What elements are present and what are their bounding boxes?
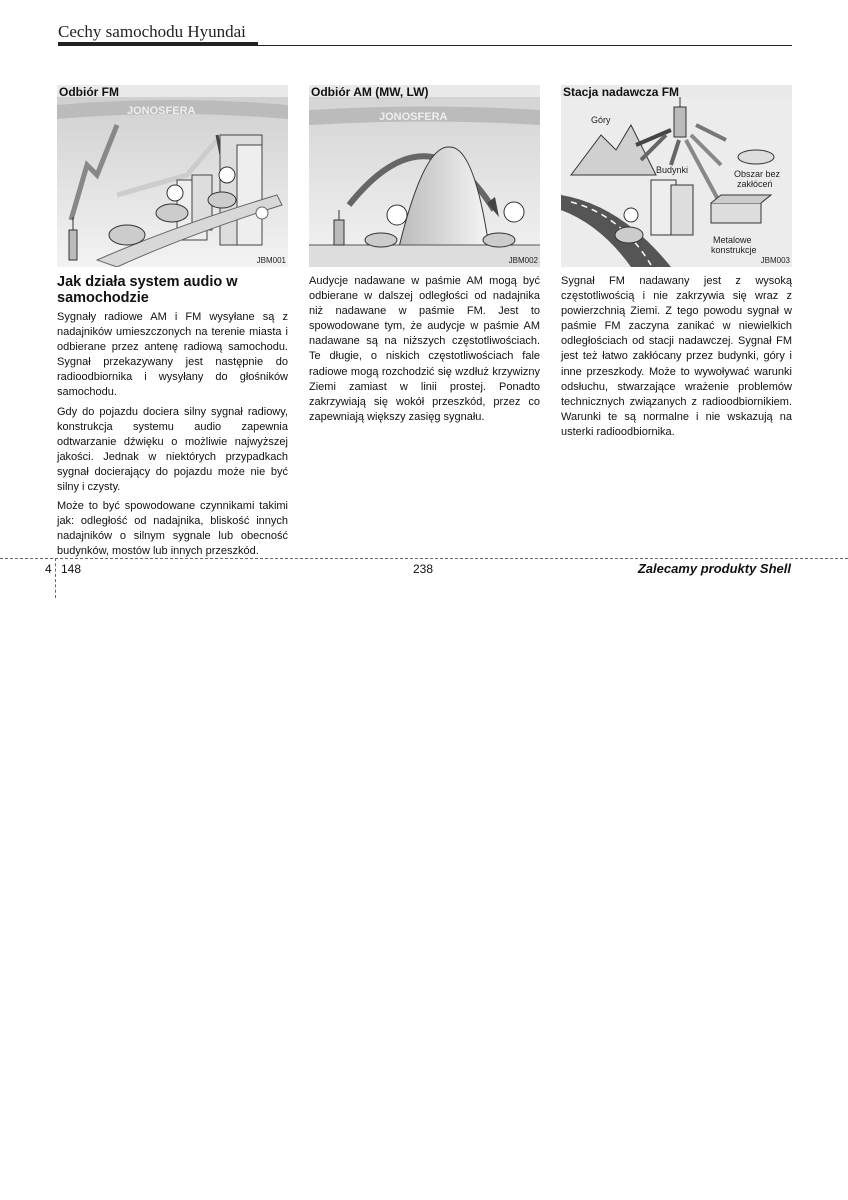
footer-brand-text: Zalecamy produkty Shell (637, 561, 791, 576)
header-rule (58, 45, 792, 46)
paragraph-1: Audycje nadawane w paśmie AM mogą być odbierane w dalszej odległości od nadajnika niż nadawane w paśmie FM. Jest to spowodowane tym, że audycje w paśmie AM nadawane są na niższych częstotliwościach. Te długie, o niskich częstotliwościach fale radiowe mogą rozchodzić się wzdłuż krzywizny Ziemi zamiast w linii prostej. Ponadto zakrzywiają się wokół przeszkód, przez co zapewniają większy zasięg sygnału. (309, 275, 540, 423)
figure-fm-station (561, 85, 792, 267)
paragraph-2: Gdy do pojazdu dociera silny sygnał radiowy, konstrukcja systemu audio zapewnia odtwarzanie dźwięku o możliwie najwyższej jakości. Jednak w niektórych przypadkach sygnał docierający do pojazdu może nie być silny i czysty. (57, 405, 288, 494)
figure-code: JBM003 (760, 256, 790, 265)
section-heading: Jak działa system audio w samochodzie (57, 274, 238, 306)
column-am-reception (309, 85, 540, 429)
header-title: Cechy samochodu Hyundai (58, 22, 246, 41)
figure-title: Odbiór FM (59, 85, 119, 99)
svg-text:zakłóceń: zakłóceń (737, 179, 773, 189)
footer-page-number: 148 (61, 562, 82, 576)
svg-text:Obszar bez: Obszar bez (734, 169, 781, 179)
figure-title: Stacja nadawcza FM (563, 85, 680, 99)
am-reception-illustration (309, 85, 540, 267)
figure-code: JBM002 (508, 256, 538, 265)
footer-divider (0, 558, 848, 559)
svg-text:Budynki: Budynki (656, 165, 689, 175)
svg-text:Góry: Góry (591, 115, 611, 125)
column-fm-reception (57, 85, 288, 564)
paragraph-1: Sygnały radiowe AM i FM wysyłane są z nadajników umieszczonych na terenie miasta i odbierane przez antenę radiową samochodu. Sygnał przekazywany jest następnie do radioodbiornika i wysyłany do głośników samochodu. (57, 311, 288, 399)
figure-fm-reception (57, 85, 288, 267)
fm-station-illustration (561, 85, 792, 267)
figure-code: JBM001 (256, 256, 286, 265)
figure-am-reception (309, 85, 540, 267)
paragraph-3: Może to być spowodowane czynnikami takimi jak: odległość od nadajnika, bliskość innych nadajników o silnym sygnale lub obecność budynków, mostów lub innych przeszkód. (57, 500, 288, 558)
svg-text:JONOSFERA: JONOSFERA (127, 105, 196, 117)
footer-chapter-number: 4 (45, 562, 52, 576)
column-fm-station (561, 85, 792, 444)
svg-text:JONOSFERA: JONOSFERA (379, 111, 448, 123)
svg-text:Metalowe: Metalowe (713, 235, 752, 245)
footer-divider-vertical (55, 558, 56, 598)
paragraph-1: Sygnał FM nadawany jest z wysoką częstotliwością i nie zakrzywia się wraz z powierzchnią Ziemi. Z tego powodu sygnał w paśmie FM zaczyna zanikać w niewielkich odległościach od stacji nadawczej. Sygnał FM jest też łatwo zakłócany przez budynki, góry i inne przeszkody. Może to wywoływać warunki odsłuchu, stwarzające wrażenie problemów technicznych związanych z radioodbiornikiem. Warunki te są normalne i nie wskazują na usterki radioodbiornika. (561, 275, 792, 438)
fm-reception-illustration (57, 85, 288, 267)
footer-center-number: 238 (413, 562, 434, 576)
svg-text:konstrukcje: konstrukcje (711, 245, 757, 255)
figure-title: Odbiór AM (MW, LW) (311, 85, 429, 99)
